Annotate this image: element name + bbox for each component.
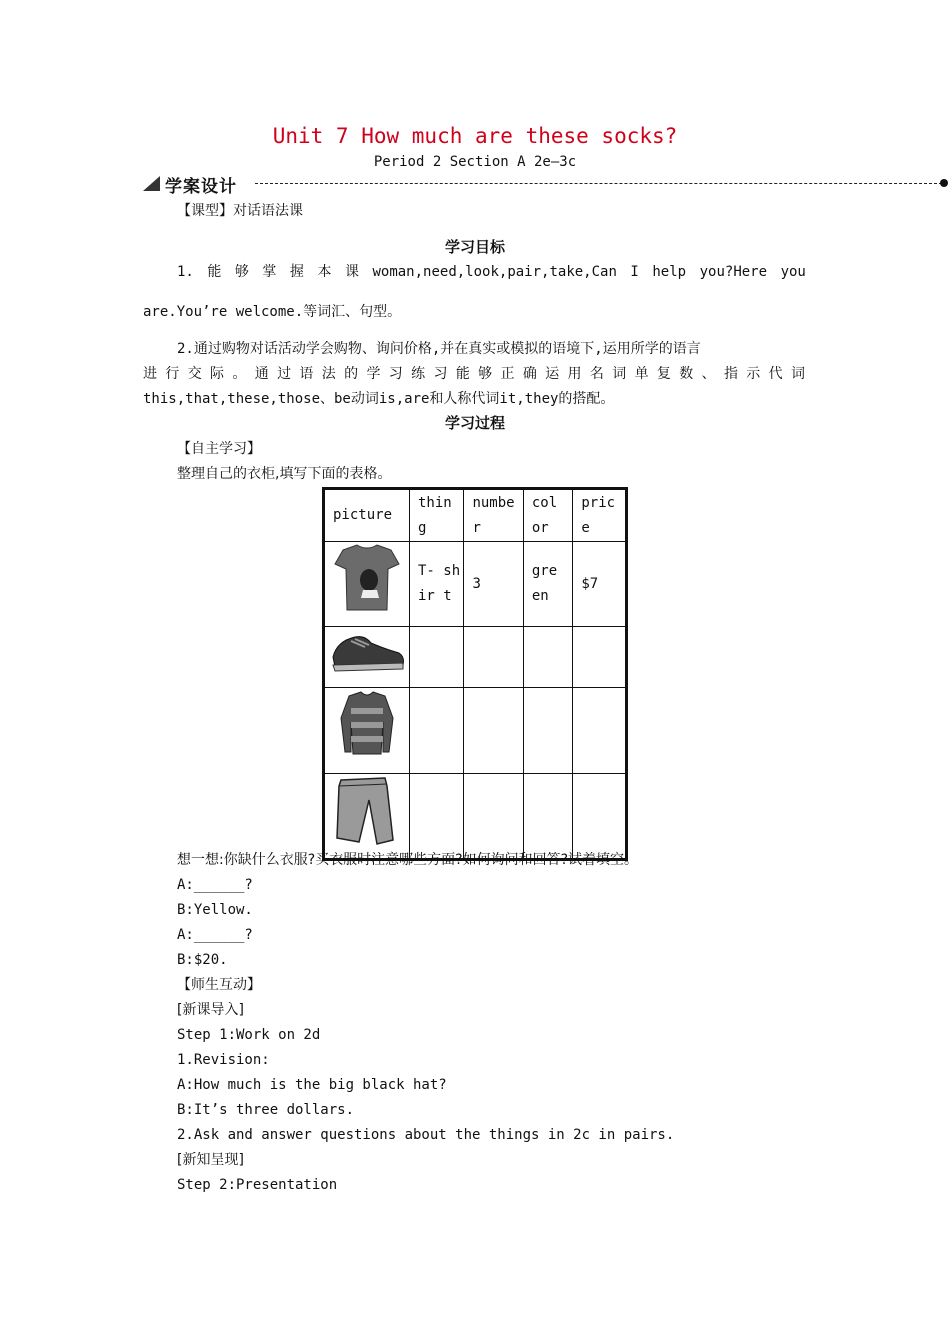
color-cell xyxy=(523,774,573,860)
lesson-type: 【课型】对话语法课 xyxy=(177,203,303,219)
word-token: 掌 xyxy=(262,264,277,280)
word-token: 课 xyxy=(344,264,359,280)
word-token: 代 xyxy=(768,366,783,382)
dialogue-b1: B:Yellow. xyxy=(177,902,253,918)
header-cell: col or xyxy=(523,489,573,542)
new-knowledge-label: [新知呈现] xyxy=(177,1152,244,1168)
word-token: 示 xyxy=(746,366,761,382)
process-heading: 学习过程 xyxy=(444,414,505,432)
self-study-task: 整理自己的衣柜,填写下面的表格。 xyxy=(177,466,392,482)
picture-cell xyxy=(324,627,410,688)
color-cell: gre en xyxy=(523,542,573,627)
word-token: 够 xyxy=(234,264,249,280)
thing-cell: T- shir t xyxy=(410,542,464,627)
word-token: 进 xyxy=(143,366,157,382)
word-token: I xyxy=(630,264,639,280)
tshirt-icon xyxy=(325,542,409,617)
word-token: 习 xyxy=(388,366,403,382)
thing-cell xyxy=(410,688,464,774)
word-token: 、 xyxy=(701,366,716,382)
word-token: 。 xyxy=(232,366,247,382)
word-token: 的 xyxy=(344,366,359,382)
pair-task: 2.Ask and answer questions about the things in 2c in pairs. xyxy=(177,1127,675,1143)
picture-cell xyxy=(324,774,410,860)
word-token: woman,need,look,pair,take,Can xyxy=(372,264,617,280)
page-subtitle: Period 2 Section A 2e—3c xyxy=(373,154,577,170)
banner-dot-icon xyxy=(940,179,948,187)
word-token: 名 xyxy=(589,366,604,382)
dialogue-b2: B:$20. xyxy=(177,952,228,968)
word-token: 复 xyxy=(656,366,671,382)
page-title: Unit 7 How much are these socks? xyxy=(272,124,678,148)
pants-icon xyxy=(325,774,409,849)
word-token: 词 xyxy=(790,366,805,382)
word-token: 法 xyxy=(321,366,336,382)
objectives-heading: 学习目标 xyxy=(444,238,505,256)
thing-cell xyxy=(410,627,464,688)
word-token: 语 xyxy=(299,366,314,382)
think-prompt: 想一想:你缺什么衣服?买衣服时注意哪些方面?如何询问和回答?试着填空。 xyxy=(177,852,639,868)
word-token: 正 xyxy=(500,366,515,382)
number-cell xyxy=(464,688,523,774)
word-token: you xyxy=(780,264,806,280)
revision-label: 1.Revision: xyxy=(177,1052,270,1068)
header-cell: picture xyxy=(324,489,410,542)
color-cell xyxy=(523,688,573,774)
word-token: 握 xyxy=(289,264,304,280)
sweater-icon xyxy=(325,688,409,764)
section-banner xyxy=(143,172,948,197)
self-study-heading: 【自主学习】 xyxy=(177,441,261,457)
word-token: 数 xyxy=(679,366,694,382)
word-token: 能 xyxy=(207,264,222,280)
word-token: you?Here xyxy=(699,264,768,280)
table-row xyxy=(324,542,627,627)
word-token: 际 xyxy=(210,366,225,382)
word-token: 本 xyxy=(317,264,332,280)
word-token: 交 xyxy=(187,366,202,382)
banner-label: 学案设计 xyxy=(165,177,237,197)
objective-1-continuation: are.You’re welcome.等词汇、句型。 xyxy=(143,304,402,320)
intro-label: [新课导入] xyxy=(177,1002,244,1018)
objective-2-line-3: this,that,these,those、be动词is,are和人称代词it,they的搭配。 xyxy=(143,391,615,407)
color-cell xyxy=(523,627,573,688)
header-cell: pric e xyxy=(573,489,627,542)
word-token: 1. xyxy=(177,264,194,280)
header-cell: numbe r xyxy=(464,489,523,542)
picture-cell xyxy=(324,688,410,774)
thing-cell xyxy=(410,774,464,860)
picture-cell xyxy=(324,542,410,627)
step2-title: Step 2:Presentation xyxy=(177,1177,338,1193)
word-token: 练 xyxy=(411,366,426,382)
table-row xyxy=(324,627,627,688)
price-cell xyxy=(573,627,627,688)
price-cell: $7 xyxy=(573,542,627,627)
word-token: help xyxy=(652,264,687,280)
revision-question: A:How much is the big black hat? xyxy=(177,1077,447,1093)
word-token: 运 xyxy=(545,366,560,382)
number-cell xyxy=(464,774,523,860)
wardrobe-table xyxy=(322,487,628,861)
word-token: 词 xyxy=(612,366,627,382)
word-token: 通 xyxy=(254,366,269,382)
word-token: 能 xyxy=(455,366,470,382)
objective-2-line-2 xyxy=(143,362,805,387)
price-cell xyxy=(573,688,627,774)
objective-2-line-1: 2.通过购物对话活动学会购物、询问价格,并在真实或模拟的语境下,运用所学的语言 xyxy=(177,341,701,357)
word-token: 够 xyxy=(478,366,493,382)
interaction-heading: 【师生互动】 xyxy=(177,977,261,993)
revision-answer: B:It’s three dollars. xyxy=(177,1102,355,1118)
word-token: 确 xyxy=(522,366,537,382)
dialogue-a2: A:______? xyxy=(177,927,253,943)
word-token: 单 xyxy=(634,366,649,382)
objective-1-line xyxy=(177,260,806,285)
shoe-icon xyxy=(325,627,409,678)
table-row xyxy=(324,688,627,774)
table-row xyxy=(324,774,627,860)
banner-triangle-icon xyxy=(143,176,160,191)
table-header-row xyxy=(324,489,627,542)
word-token: 用 xyxy=(567,366,582,382)
word-token: 指 xyxy=(723,366,738,382)
word-token: 习 xyxy=(433,366,448,382)
number-cell: 3 xyxy=(464,542,523,627)
price-cell xyxy=(573,774,627,860)
word-token: 行 xyxy=(165,366,180,382)
header-cell: thin g xyxy=(410,489,464,542)
number-cell xyxy=(464,627,523,688)
word-token: 学 xyxy=(366,366,381,382)
banner-divider xyxy=(255,183,942,184)
word-token: 过 xyxy=(277,366,292,382)
step1-title: Step 1:Work on 2d xyxy=(177,1027,321,1043)
dialogue-a1: A:______? xyxy=(177,877,253,893)
